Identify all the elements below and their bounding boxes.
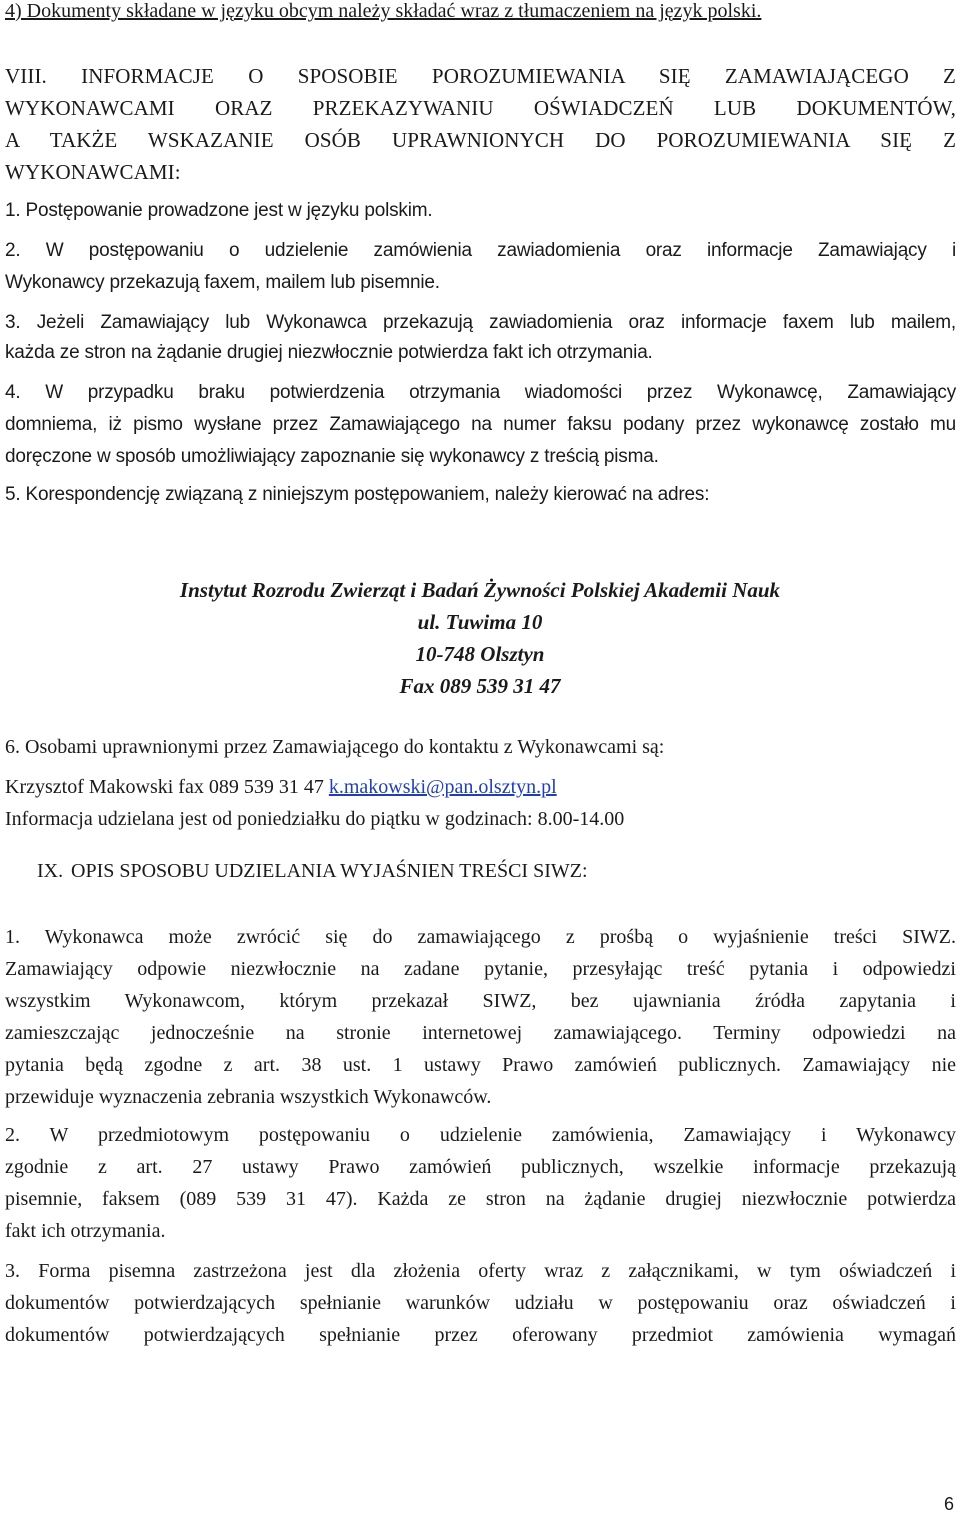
address-institution: Instytut Rozrodu Zwierząt i Badań Żywności Polskiej Akademii Nauk <box>179 578 781 602</box>
section8-item-1: 1. Postępowanie prowadzone jest w języku polskim. <box>5 200 433 221</box>
section8-item-2-line-1: 2. W postępowaniu o udzielenie zamówienia zawiadomienia oraz informacje Zamawiający i <box>5 240 956 261</box>
section8-item-2-line-2: Wykonawcy przekazują faxem, mailem lub pisemnie. <box>5 272 440 293</box>
section9-item-1-line-3: wszystkim Wykonawcom, którym przekazał SIWZ, bez ujawniania źródła zapytania i <box>5 990 956 1012</box>
section9-item-1-line-6: przewiduje wyznaczenia zebrania wszystkich Wykonawców. <box>5 1086 492 1108</box>
section9-item-3-line-3: dokumentów potwierdzających spełnianie przez oferowany przedmiot zamówienia wymagań <box>5 1324 956 1346</box>
section9-item-1-line-5: pytania będą zgodne z art. 38 ust. 1 ustawy Prawo zamówień publicznych. Zamawiający nie <box>5 1054 956 1076</box>
contact-hours: Informacja udzielana jest od poniedziałku do piątku w godzinach: 8.00-14.00 <box>5 808 625 830</box>
address-street: ul. Tuwima 10 <box>417 610 543 634</box>
address-city: 10-748 Olsztyn <box>415 642 545 666</box>
section7-item-4: 4) Dokumenty składane w języku obcym należy składać wraz z tłumaczeniem na język polski. <box>5 0 762 22</box>
section9-number: IX. <box>37 860 64 882</box>
section9-item-1-line-1: 1. Wykonawca może zwrócić się do zamawiającego z prośbą o wyjaśnienie treści SIWZ. <box>5 926 956 948</box>
section8-heading-line-3: A TAKŻE WSKAZANIE OSÓB UPRAWNIONYCH DO POROZUMIEWANIA SIĘ Z <box>5 128 956 152</box>
section9-title: OPIS SPOSOBU UDZIELANIA WYJAŚNIEN TREŚCI SIWZ: <box>71 860 588 882</box>
section9-item-1-line-4: zamieszczając jednocześnie na stronie internetowej zamawiającego. Terminy odpowiedzi na <box>5 1022 956 1044</box>
section8-item-3-line-1: 3. Jeżeli Zamawiający lub Wykonawca przekazują zawiadomienia oraz informacje faxem lub mailem, <box>5 312 956 333</box>
section8-heading-line-1: VIII. INFORMACJE O SPOSOBIE POROZUMIEWANIA SIĘ ZAMAWIAJĄCEGO Z <box>5 64 956 88</box>
section9-item-2-line-3: pisemnie, faksem (089 539 31 47). Każda ze stron na żądanie drugiej niezwłocznie potwierdza <box>5 1188 956 1210</box>
address-fax: Fax 089 539 31 47 <box>399 674 561 698</box>
section9-item-3-line-2: dokumentów potwierdzających spełnianie warunków udziału w postępowaniu oraz oświadczeń i <box>5 1292 956 1314</box>
section9-item-2-line-4: fakt ich otrzymania. <box>5 1220 166 1242</box>
section8-item-4-line-3: doręczone w sposób umożliwiający zapoznanie się wykonawcy z treścią pisma. <box>5 446 659 467</box>
section8-item-6: 6. Osobami uprawnionymi przez Zamawiającego do kontaktu z Wykonawcami są: <box>5 736 665 758</box>
section9-heading <box>37 860 588 883</box>
section8-item-5: 5. Korespondencję związaną z niniejszym postępowaniem, należy kierować na adres: <box>5 484 710 505</box>
contact-line <box>5 776 956 799</box>
section8-item-4-line-2: domniema, iż pismo wysłane przez Zamawiającego na numer faksu podany przez wykonawcę zostało mu <box>5 414 956 435</box>
section8-item-3-line-2: każda ze stron na żądanie drugiej niezwłocznie potwierdza fakt ich otrzymania. <box>5 342 653 363</box>
section9-item-2-line-2: zgodnie z art. 27 ustawy Prawo zamówień publicznych, wszelkie informacje przekazują <box>5 1156 956 1178</box>
section8-heading-line-2: WYKONAWCAMI ORAZ PRZEKAZYWANIU OŚWIADCZEŃ LUB DOKUMENTÓW, <box>5 96 956 120</box>
section8-item-4-line-1: 4. W przypadku braku potwierdzenia otrzymania wiadomości przez Wykonawcę, Zamawiający <box>5 382 956 403</box>
section9-item-3-line-1: 3. Forma pisemna zastrzeżona jest dla złożenia oferty wraz z załącznikami, w tym oświadczeń i <box>5 1260 956 1282</box>
section9-item-2-line-1: 2. W przedmiotowym postępowaniu o udzielenie zamówienia, Zamawiający i Wykonawcy <box>5 1124 956 1146</box>
page-number: 6 <box>943 1494 954 1514</box>
section9-item-1-line-2: Zamawiający odpowie niezwłocznie na zadane pytanie, przesyłając treść pytania i odpowiedzi <box>5 958 956 980</box>
section8-heading-line-4: WYKONAWCAMI: <box>5 160 181 184</box>
contact-email-link[interactable]: k.makowski@pan.olsztyn.pl <box>328 776 557 798</box>
contact-name-fax: Krzysztof Makowski fax 089 539 31 47 <box>5 776 329 798</box>
